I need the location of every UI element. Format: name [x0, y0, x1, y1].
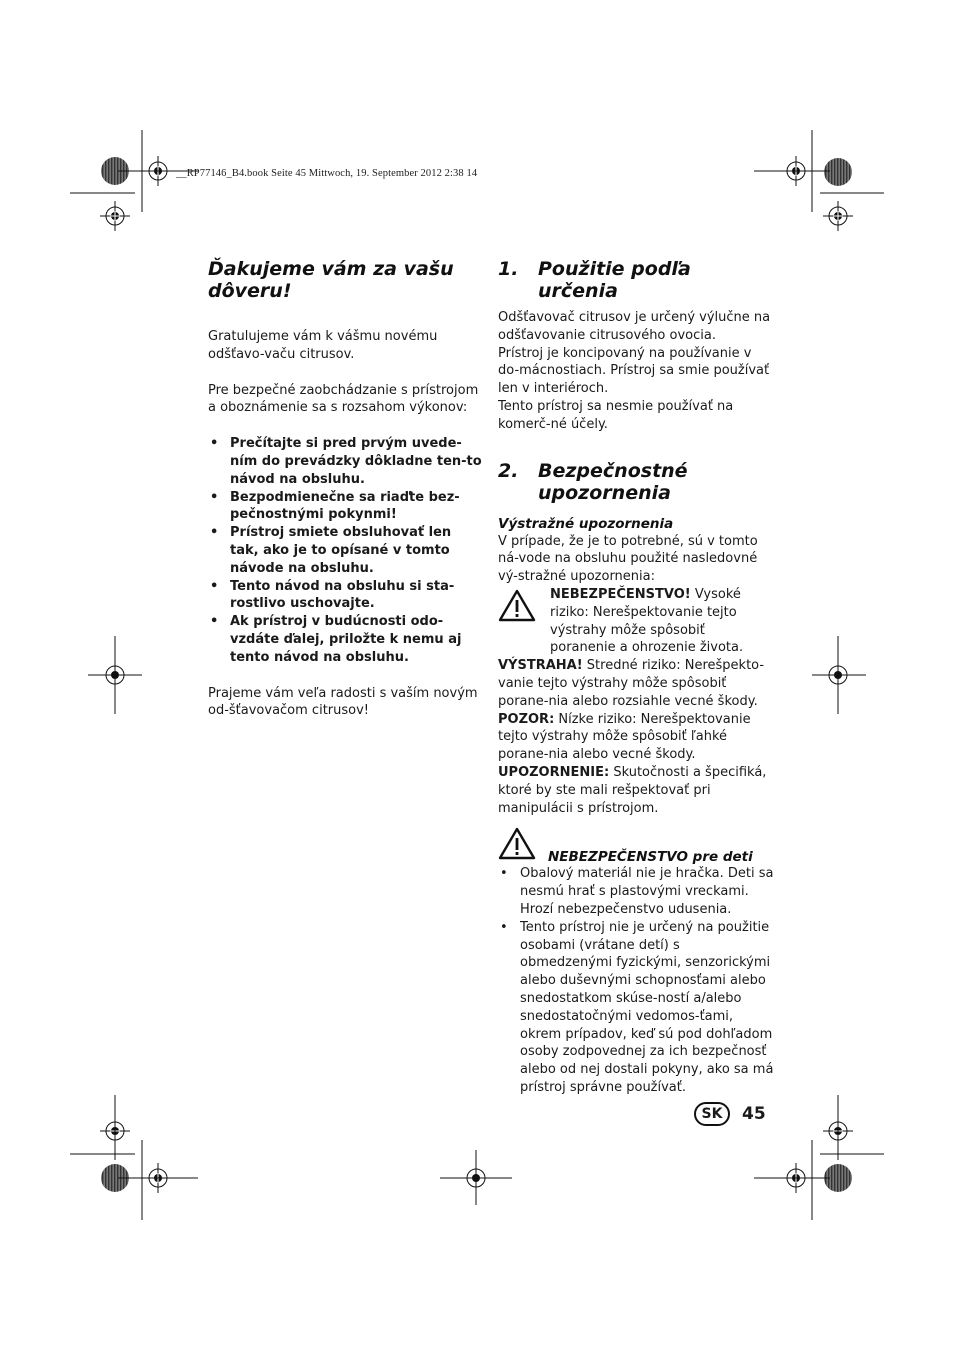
warning-triangle-icon	[498, 827, 548, 865]
page-number: 45	[742, 1104, 766, 1124]
section-1-number: 1.	[498, 258, 519, 280]
list-item: • Prečítajte si pred prvým uvede-ním do prevádzky dôkladne ten-to návod na obsluhu.	[208, 435, 484, 488]
danger-text: Vysoké riziko: Nerešpektovanie tejto výstrahy môže spôsobiť poranenie a ohrozenie života.	[550, 586, 744, 656]
language-badge: SK	[694, 1102, 730, 1126]
list-item: • Prístroj smiete obsluhovať len tak, ako je to opísané v tomto návode na obsluhu.	[208, 524, 484, 577]
list-item: • Bezpodmienečne sa riaďte bez-pečnostnými pokynmi!	[208, 489, 484, 525]
section-2-number: 2.	[498, 459, 519, 482]
kids-danger-list	[498, 865, 774, 1096]
section-2-title	[498, 460, 774, 504]
warning-label: VÝSTRAHA!	[498, 658, 583, 674]
section-1-title	[498, 258, 774, 302]
list-item: • Obalový materiál nie je hračka. Deti sa nesmú hrať s plastovými vreckami. Hrozí nebezpečenstvo udusenia.	[498, 865, 774, 918]
notice-paragraph	[498, 764, 774, 817]
list-item: • Tento návod na obsluhu si sta-rostlivo uschovajte.	[208, 578, 484, 614]
kids-danger-heading	[498, 827, 774, 865]
list-item: • Tento prístroj nie je určený na použitie osobami (vrátane detí) s obmedzenými fyzickými, senzorickými alebo duševnými schopnosťami alebo snedostatkom skúse-ností a/alebo snedostatočnými vedomos-ťami, okrem prípadov, keď sú pod dohľadom osoby zodpovednej za ich bezpečnosť alebo od nej dostali pokyny, ako sa má prístroj správne používať.	[498, 919, 774, 1097]
notice-label: UPOZORNENIE:	[498, 764, 610, 780]
warnings-subtitle: Výstražné upozornenia	[498, 515, 674, 532]
registration-disc-top-right	[824, 158, 852, 186]
caution-label: POZOR:	[498, 711, 555, 727]
thank-you-title: Ďakujeme vám za vašu dôveru!	[208, 258, 454, 302]
intro-paragraph: Gratulujeme vám k vášmu novému odšťavo-vaču citrusov.	[208, 329, 438, 362]
caution-text: Nízke riziko: Nerešpektovanie tejto výstrahy môže spôsobiť ľahké porane-nia alebo vecné škody.	[498, 711, 751, 763]
danger-label: NEBEZPEČENSTVO!	[550, 586, 691, 602]
instruction-list	[208, 435, 484, 666]
caution-paragraph	[498, 711, 774, 764]
section-1-title-text: Použitie podľa určenia	[538, 258, 691, 302]
list-item: • Ak prístroj v budúcnosti odo-vzdáte ďalej, priložte k nemu aj tento návod na obsluhu.	[208, 613, 484, 666]
notice-text: Skutočnosti a špecifiká, ktoré by ste mali rešpektovať pri manipulácii s prístrojom.	[498, 764, 767, 816]
section-2-title-text: Bezpečnostné upozornenia	[538, 459, 688, 504]
warning-paragraph	[498, 657, 774, 710]
warnings-intro: V prípade, že je to potrebné, sú v tomto ná-vode na obsluhu použité nasledovné vý-stražné upozornenia:	[498, 533, 758, 585]
danger-notice	[498, 586, 774, 657]
safety-intro-paragraph: Pre bezpečné zaobchádzanie s prístrojom a oboznámenie sa s rozsahom výkonov:	[208, 382, 479, 416]
registration-target-top-4	[823, 201, 853, 231]
section-1-paragraph-3: Tento prístroj sa nesmie používať na komerč-né účely.	[498, 398, 734, 432]
warning-triangle-icon	[498, 586, 550, 657]
left-column	[208, 258, 484, 720]
closing-paragraph: Prajeme vám veľa radosti s vaším novým od-šťavovačom citrusov!	[208, 685, 478, 719]
page-footer	[694, 1102, 766, 1126]
section-1-paragraph-2: Prístroj je koncipovaný na používanie v do-mácnostiach. Prístroj sa smie používať len v interiéroch.	[498, 345, 770, 397]
section-1-paragraph-1: Odšťavovač citrusov je určený výlučne na odšťavovanie citrusového ovocia.	[498, 310, 771, 343]
kids-danger-title: NEBEZPEČENSTVO pre deti	[548, 849, 753, 866]
print-slug: __RP77146_B4.book Seite 45 Mittwoch, 19. September 2012 2:38 14	[176, 168, 478, 179]
right-column	[498, 258, 774, 1097]
registration-target-top-3	[100, 201, 130, 231]
warning-text: Stredné riziko: Nerešpekto-vanie tejto výstrahy môže spôsobiť porane-nia alebo rozsiahle vecné škody.	[498, 658, 765, 709]
